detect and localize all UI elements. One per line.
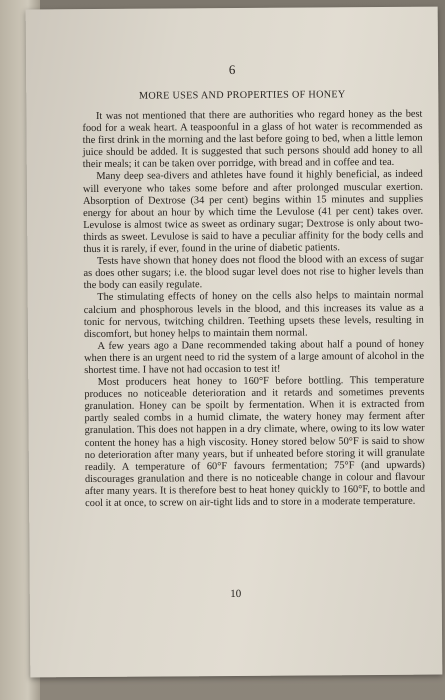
paragraph: Many deep sea-divers and athletes have found it highly beneficial, as indeed will everyone who takes some before and after prolonged muscular exertion. Absorption of Dextrose (34 per cent) begins within 15 minutes and supplies energy for about an hour by which time the Levulose (41 per cent) takes over. Levulose is almost twice as sweet as ordinary sugar; Dextrose is only about two-thirds as sweet. Levulose is said to have a peculiar affinity for the body cells and thus it is rarely, if ever, found in the urine of diabetic patients. xyxy=(82,169,424,256)
chapter-number: 6 xyxy=(228,61,236,78)
paragraph: Most producers heat honey to 160°F before bottling. This temperature produces no noticeable deterioration and it retards and sometimes prevents granulation. Honey can be spoilt by fermentation. When it is extracted from partly sealed combs in a humid climate, the watery honey may ferment after granulation. This does not happen in a dry climate, where, owing to its low water content the honey has a high viscosity. Honey stored below 50°F is said to show no deterioration after many years, but if unheated before storing it will granulate readily. A temperature of 60°F favours fermentation; 75°F (and upwards) discourages granulation and there is no noticeable change in colour and flavour after many years. It is therefore best to heat honey quickly to 160°F, to bottle and cool it at once, to screw on air-tight lids and to store in a moderate temperature. xyxy=(84,374,426,510)
paragraph: It was not mentioned that there are authorities who regard honey as the best food for a weak heart. A teaspoonful in a glass of hot water is recommended as the first drink in the morning and the last before going to bed, when a little lemon juice should be added. It is suggested that such persons should add honey to all their meals; it can be taken over porridge, with bread and in coffee and tea. xyxy=(82,108,423,171)
paragraph: Tests have shown that honey does not flood the blood with an excess of sugar as does other sugars; i.e. the blood sugar level does not rise to higher levels than the body can easily regulate. xyxy=(83,253,424,292)
chapter-title: MORE USES AND PROPERTIES OF HONEY xyxy=(138,89,346,102)
book-page xyxy=(26,7,443,678)
page-number: 10 xyxy=(230,587,242,601)
paragraph: The stimulating effects of honey on the cells also helps to maintain normal calcium and phosphorous levels in the blood, and this increases its value as a tonic for nervous, twitching children. Teething upsets these levels, resulting in discomfort, but honey helps to maintain them normal. xyxy=(83,290,424,340)
paragraph: A few years ago a Dane recommended taking about half a pound of honey when there is an urgent need to rid the system of a large amount of alcohol in the shortest time. I have not had occasion to test it! xyxy=(84,338,425,377)
body-text xyxy=(82,109,425,510)
